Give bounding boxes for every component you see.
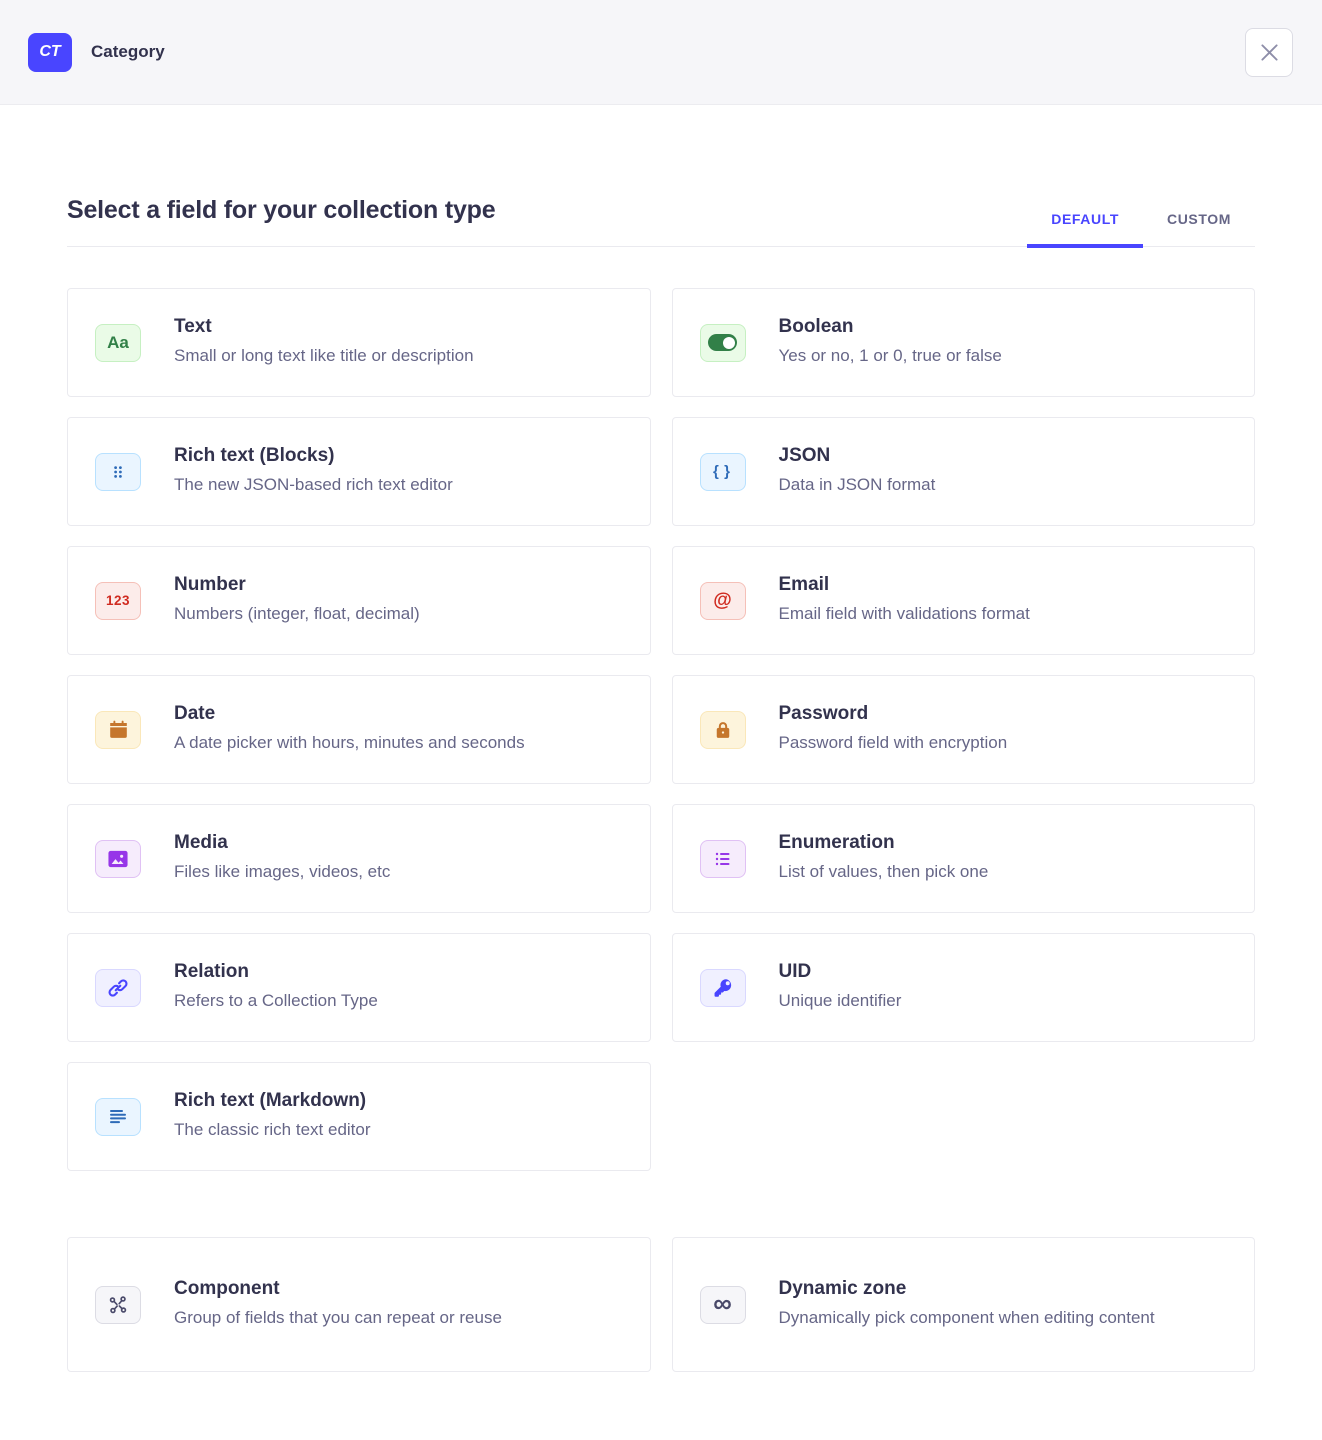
tab-list bbox=[1027, 211, 1255, 246]
calendar-icon bbox=[95, 711, 141, 749]
collection-type-badge: CT bbox=[28, 33, 72, 72]
field-description: A date picker with hours, minutes and seconds bbox=[174, 733, 525, 753]
component-icon bbox=[95, 1286, 141, 1324]
field-name: Number bbox=[174, 574, 246, 596]
modal-header bbox=[0, 0, 1322, 105]
field-card-enumeration[interactable] bbox=[672, 804, 1256, 913]
field-description: The new JSON-based rich text editor bbox=[174, 475, 453, 495]
boolean-toggle-icon bbox=[700, 324, 746, 362]
lock-icon bbox=[700, 711, 746, 749]
field-name: Text bbox=[174, 316, 212, 338]
field-card-dynamic-zone[interactable] bbox=[672, 1237, 1256, 1372]
field-card-text[interactable] bbox=[67, 288, 651, 397]
field-description: Files like images, videos, etc bbox=[174, 862, 391, 882]
field-picker-modal bbox=[0, 105, 1322, 1432]
field-card-uid[interactable] bbox=[672, 933, 1256, 1042]
field-name: JSON bbox=[778, 445, 831, 467]
field-name: Dynamic zone bbox=[778, 1278, 907, 1300]
json-braces-icon: { } bbox=[700, 453, 746, 491]
field-description: Numbers (integer, float, decimal) bbox=[174, 604, 420, 624]
field-description: Small or long text like title or description bbox=[174, 346, 474, 366]
default-fields-grid bbox=[67, 288, 1255, 1171]
field-name: Email bbox=[778, 574, 830, 596]
field-name: Media bbox=[174, 832, 228, 854]
tab-default[interactable]: DEFAULT bbox=[1027, 211, 1143, 248]
field-name: UID bbox=[778, 961, 812, 983]
field-card-password[interactable] bbox=[672, 675, 1256, 784]
special-fields-grid bbox=[67, 1237, 1255, 1372]
close-button[interactable] bbox=[1245, 28, 1293, 77]
field-card-number[interactable] bbox=[67, 546, 651, 655]
collection-type-name: Category bbox=[91, 42, 165, 61]
drag-dots-icon bbox=[95, 453, 141, 491]
picture-icon bbox=[95, 840, 141, 878]
field-name: Password bbox=[778, 703, 869, 725]
text-lines-icon bbox=[95, 1098, 141, 1136]
field-description: List of values, then pick one bbox=[778, 862, 989, 882]
field-card-rich-text-blocks[interactable] bbox=[67, 417, 651, 526]
field-card-relation[interactable] bbox=[67, 933, 651, 1042]
number-123-icon: 123 bbox=[95, 582, 141, 620]
field-card-date[interactable] bbox=[67, 675, 651, 784]
close-icon bbox=[1260, 43, 1279, 62]
field-card-json[interactable] bbox=[672, 417, 1256, 526]
field-name: Enumeration bbox=[778, 832, 895, 854]
title-row bbox=[67, 105, 1255, 247]
field-name: Date bbox=[174, 703, 216, 725]
field-description: Dynamically pick component when editing content bbox=[778, 1308, 1155, 1328]
infinity-icon: ∞ bbox=[700, 1286, 746, 1324]
field-description: The classic rich text editor bbox=[174, 1120, 371, 1140]
field-card-component[interactable] bbox=[67, 1237, 651, 1372]
link-icon bbox=[95, 969, 141, 1007]
at-sign-icon: @ bbox=[700, 582, 746, 620]
field-card-boolean[interactable] bbox=[672, 288, 1256, 397]
field-card-email[interactable] bbox=[672, 546, 1256, 655]
field-name: Relation bbox=[174, 961, 249, 983]
field-description: Email field with validations format bbox=[778, 604, 1030, 624]
tab-custom[interactable]: CUSTOM bbox=[1143, 211, 1255, 248]
key-icon bbox=[700, 969, 746, 1007]
bullet-list-icon bbox=[700, 840, 746, 878]
field-description: Unique identifier bbox=[778, 991, 902, 1011]
field-card-media[interactable] bbox=[67, 804, 651, 913]
page-title: Select a field for your collection type bbox=[67, 196, 496, 224]
field-name: Rich text (Blocks) bbox=[174, 445, 335, 467]
field-description: Password field with encryption bbox=[778, 733, 1008, 753]
field-name: Rich text (Markdown) bbox=[174, 1090, 367, 1112]
field-description: Refers to a Collection Type bbox=[174, 991, 378, 1011]
field-card-rich-text-markdown[interactable] bbox=[67, 1062, 651, 1171]
field-description: Group of fields that you can repeat or reuse bbox=[174, 1308, 502, 1328]
field-name: Boolean bbox=[778, 316, 854, 338]
text-aa-icon: Aa bbox=[95, 324, 141, 362]
field-description: Data in JSON format bbox=[778, 475, 936, 495]
field-description: Yes or no, 1 or 0, true or false bbox=[778, 346, 1002, 366]
field-name: Component bbox=[174, 1278, 280, 1300]
